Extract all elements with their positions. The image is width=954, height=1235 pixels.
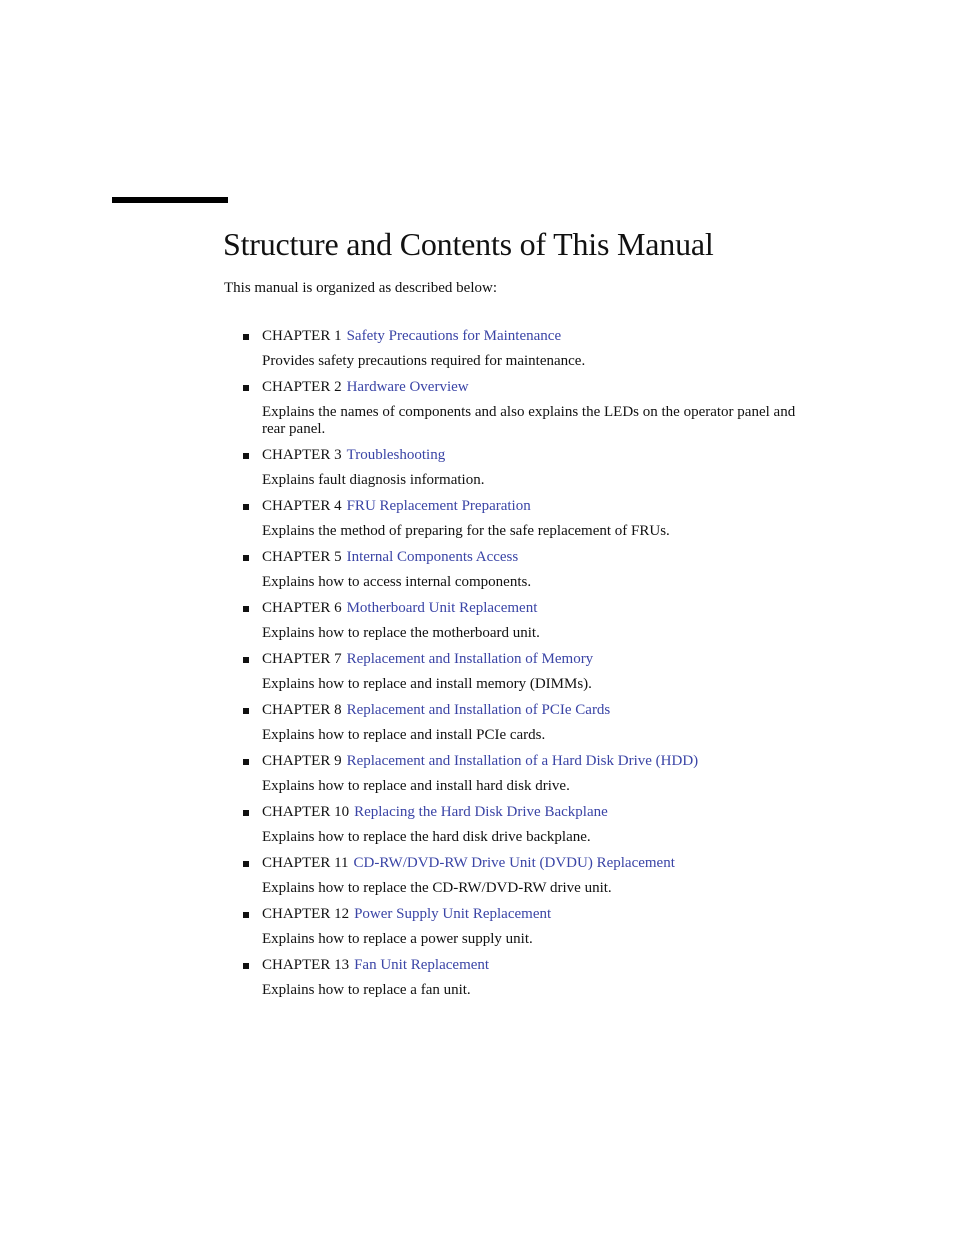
bullet-icon (243, 606, 249, 612)
chapter-description: Explains how to replace a power supply unit. (262, 931, 533, 947)
chapter-link[interactable]: Safety Precautions for Maintenance (346, 328, 562, 344)
chapter-description: Explains the names of components and also explains the LEDs on the operator panel and rear panel. (262, 404, 796, 437)
chapter-label: CHAPTER 6 (262, 600, 342, 616)
chapter-description: Explains how to replace and install memory (DIMMs). (262, 676, 592, 692)
chapter-description: Provides safety precautions required for maintenance. (262, 353, 586, 369)
chapter-description: Explains the method of preparing for the safe replacement of FRUs. (262, 523, 670, 539)
chapter-header-rule (112, 197, 228, 203)
chapter-link[interactable]: Replacing the Hard Disk Drive Backplane (354, 804, 608, 820)
bullet-icon (243, 912, 249, 918)
list-item (242, 548, 802, 591)
list-item (242, 327, 802, 370)
bullet-icon (243, 334, 249, 340)
chapter-link[interactable]: Internal Components Access (346, 549, 519, 565)
chapter-description: Explains how to replace and install hard disk drive. (262, 778, 570, 794)
list-item (242, 378, 802, 438)
list-item (242, 803, 802, 846)
chapter-label: CHAPTER 4 (262, 498, 342, 514)
chapter-link[interactable]: Motherboard Unit Replacement (346, 600, 538, 616)
chapter-label: CHAPTER 13 (262, 957, 350, 973)
list-item (242, 701, 802, 744)
bullet-icon (243, 657, 249, 663)
chapter-label: CHAPTER 11 (262, 855, 349, 871)
chapter-link[interactable]: CD-RW/DVD-RW Drive Unit (DVDU) Replacement (353, 855, 675, 871)
chapter-label: CHAPTER 1 (262, 328, 342, 344)
chapter-description: Explains how to replace and install PCIe cards. (262, 727, 546, 743)
list-item (242, 599, 802, 642)
list-item (242, 497, 802, 540)
chapter-description: Explains how to access internal components. (262, 574, 532, 590)
list-item (242, 905, 802, 948)
chapter-description: Explains how to replace the hard disk drive backplane. (262, 829, 591, 845)
chapter-label: CHAPTER 3 (262, 447, 342, 463)
chapter-description: Explains how to replace a fan unit. (262, 982, 471, 998)
list-item (242, 446, 802, 489)
chapter-label: CHAPTER 12 (262, 906, 350, 922)
intro-text: This manual is organized as described below: (224, 280, 497, 296)
chapter-label: CHAPTER 5 (262, 549, 342, 565)
chapter-description: Explains how to replace the motherboard unit. (262, 625, 540, 641)
bullet-icon (243, 708, 249, 714)
chapter-label: CHAPTER 7 (262, 651, 342, 667)
bullet-icon (243, 861, 249, 867)
chapter-link[interactable]: Replacement and Installation of Memory (346, 651, 594, 667)
chapter-link[interactable]: Power Supply Unit Replacement (354, 906, 552, 922)
list-item (242, 956, 802, 999)
chapter-label: CHAPTER 2 (262, 379, 342, 395)
bullet-icon (243, 453, 249, 459)
bullet-icon (243, 555, 249, 561)
chapter-list (242, 327, 802, 1007)
bullet-icon (243, 504, 249, 510)
chapter-link[interactable]: Hardware Overview (346, 379, 469, 395)
chapter-link[interactable]: Replacement and Installation of PCIe Cards (346, 702, 611, 718)
list-item (242, 752, 802, 795)
chapter-description: Explains fault diagnosis information. (262, 472, 485, 488)
list-item (242, 854, 802, 897)
chapter-label: CHAPTER 10 (262, 804, 350, 820)
bullet-icon (243, 759, 249, 765)
page-title: Structure and Contents of This Manual (223, 226, 714, 262)
chapter-link[interactable]: Fan Unit Replacement (354, 957, 490, 973)
list-item (242, 650, 802, 693)
chapter-link[interactable]: Replacement and Installation of a Hard Disk Drive (HDD) (346, 753, 699, 769)
chapter-label: CHAPTER 8 (262, 702, 342, 718)
chapter-label: CHAPTER 9 (262, 753, 342, 769)
chapter-link[interactable]: Troubleshooting (346, 447, 446, 463)
chapter-link[interactable]: FRU Replacement Preparation (346, 498, 531, 514)
bullet-icon (243, 810, 249, 816)
bullet-icon (243, 385, 249, 391)
chapter-description: Explains how to replace the CD-RW/DVD-RW drive unit. (262, 880, 612, 896)
bullet-icon (243, 963, 249, 969)
